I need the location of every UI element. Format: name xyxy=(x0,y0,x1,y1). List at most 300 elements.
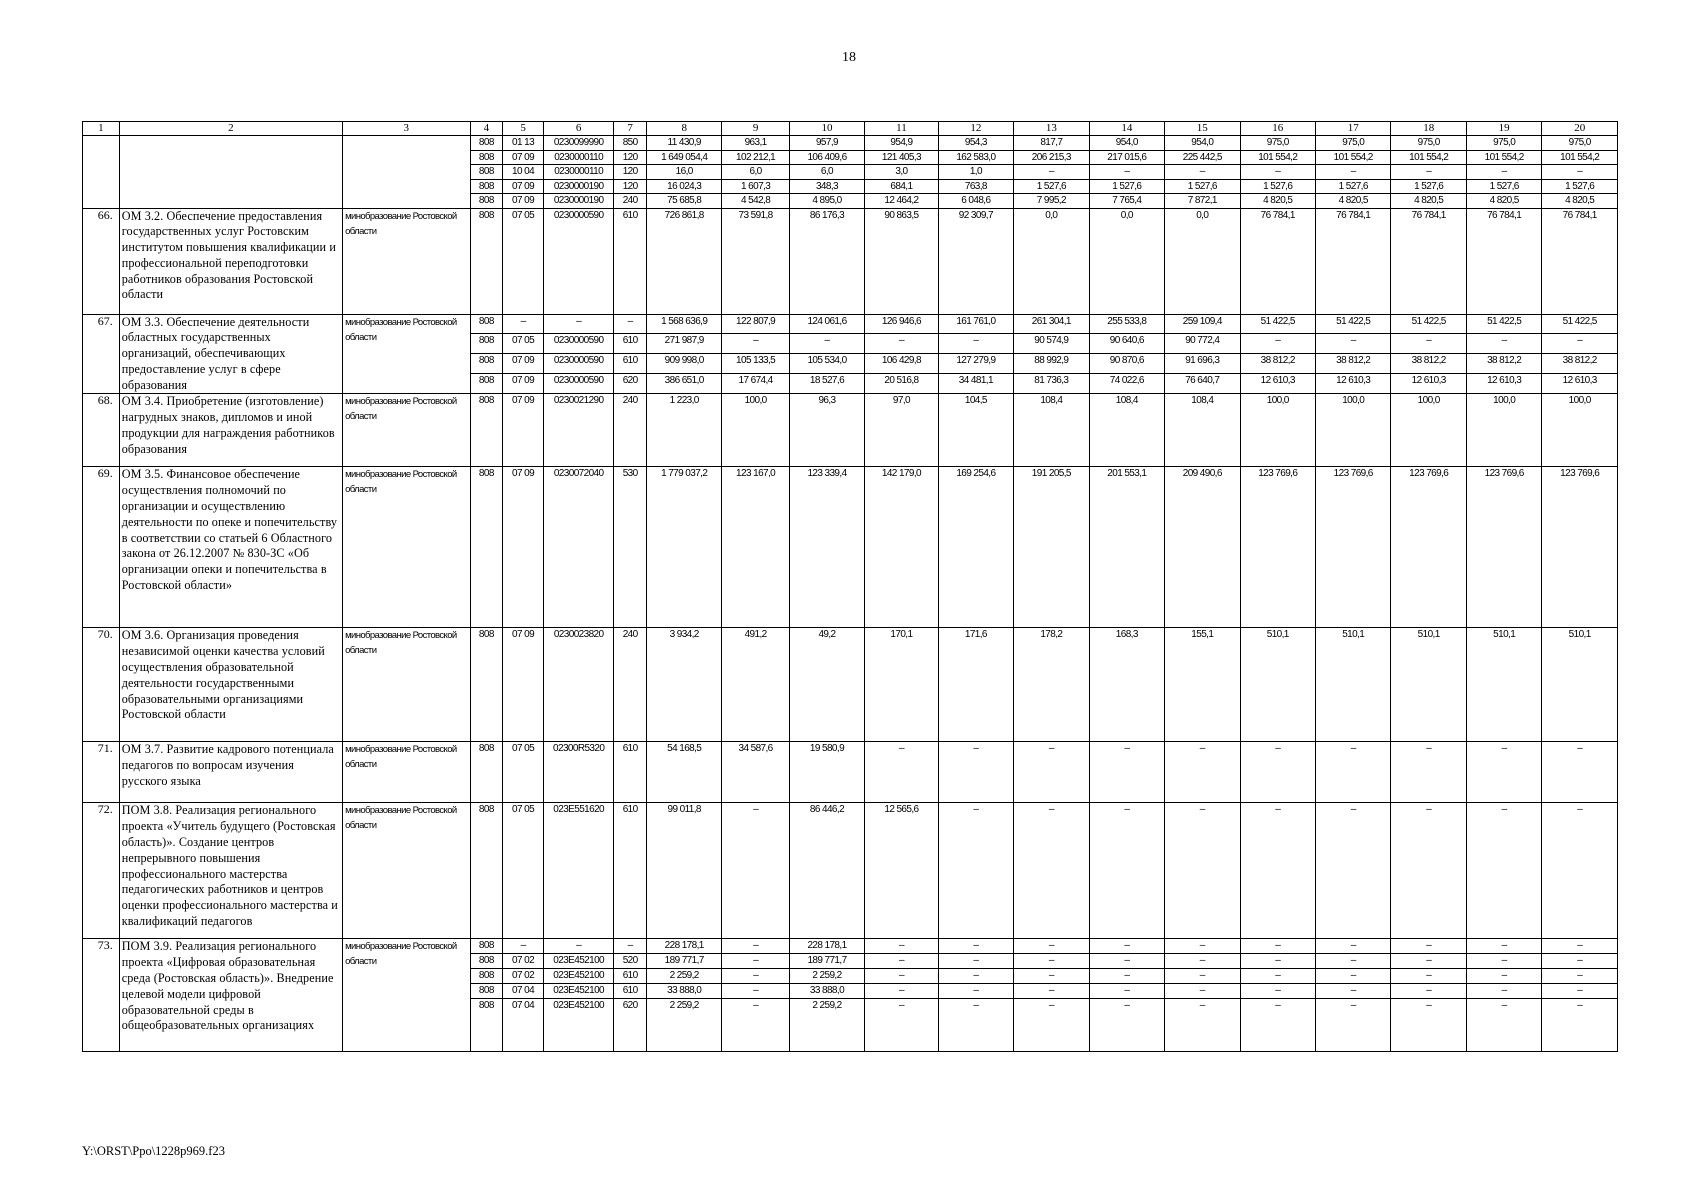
column-header: 17 xyxy=(1315,122,1390,136)
table-cell: – xyxy=(503,939,544,954)
table-cell: 1 527,6 xyxy=(1240,179,1315,194)
table-cell: 07 05 xyxy=(503,208,544,314)
table-cell: – xyxy=(1014,984,1089,999)
table-cell: 240 xyxy=(614,628,647,742)
table-cell: 123 769,6 xyxy=(1542,467,1618,628)
row-index: 66. xyxy=(83,208,120,314)
table-cell: – xyxy=(1089,999,1164,1052)
table-cell: 105 133,5 xyxy=(722,354,789,374)
table-cell: 3,0 xyxy=(865,165,938,180)
table-cell: 1 527,6 xyxy=(1014,179,1089,194)
table-cell: – xyxy=(789,334,864,354)
table-cell: 954,0 xyxy=(1089,136,1164,151)
table-cell: 07 05 xyxy=(503,803,544,939)
table-cell: 124 061,6 xyxy=(789,314,864,334)
table-cell: 171,6 xyxy=(938,628,1013,742)
table-cell: – xyxy=(722,969,789,984)
table-cell: 0230023820 xyxy=(543,628,613,742)
table-cell: 1 568 636,9 xyxy=(646,314,721,334)
budget-table-container xyxy=(82,121,1618,1052)
table-cell: 191 205,5 xyxy=(1014,467,1089,628)
table-cell: 76 784,1 xyxy=(1240,208,1315,314)
table-cell: 90 772,4 xyxy=(1165,334,1240,354)
table-cell: 386 651,0 xyxy=(646,374,721,394)
table-cell: – xyxy=(1466,334,1541,354)
table-cell: 18 527,6 xyxy=(789,374,864,394)
table-cell: – xyxy=(1466,803,1541,939)
table-cell: 0230000190 xyxy=(543,179,613,194)
table-cell: – xyxy=(865,954,938,969)
table-cell: – xyxy=(938,969,1013,984)
table-cell: 86 446,2 xyxy=(789,803,864,939)
table-cell: – xyxy=(722,334,789,354)
table-cell: 07 09 xyxy=(503,194,544,209)
table-cell: – xyxy=(1014,969,1089,984)
table-cell: 0230000110 xyxy=(543,165,613,180)
table-cell: – xyxy=(1240,969,1315,984)
column-header: 3 xyxy=(343,122,470,136)
table-cell: 12 610,3 xyxy=(1391,374,1466,394)
table-cell: 12 610,3 xyxy=(1542,374,1618,394)
table-cell: 808 xyxy=(470,803,503,939)
row-index: 67. xyxy=(83,314,120,394)
table-cell: 2 259,2 xyxy=(646,999,721,1052)
table-cell: 975,0 xyxy=(1315,136,1390,151)
table-cell: 155,1 xyxy=(1165,628,1240,742)
table-cell: – xyxy=(938,742,1013,803)
table-cell: 120 xyxy=(614,150,647,165)
table-cell: – xyxy=(938,939,1013,954)
table-cell: 0230000590 xyxy=(543,374,613,394)
table-cell: 127 279,9 xyxy=(938,354,1013,374)
table-cell: – xyxy=(1240,939,1315,954)
table-cell: 51 422,5 xyxy=(1315,314,1390,334)
table-cell: 90 870,6 xyxy=(1089,354,1164,374)
table-cell: – xyxy=(1466,984,1541,999)
table-cell: 1 779 037,2 xyxy=(646,467,721,628)
table-cell: 07 02 xyxy=(503,954,544,969)
table-cell: 610 xyxy=(614,742,647,803)
table-cell: – xyxy=(1315,969,1390,984)
table-cell: – xyxy=(1014,742,1089,803)
table-cell: 023Е452100 xyxy=(543,999,613,1052)
table-cell: – xyxy=(865,984,938,999)
table-cell: 023Е551620 xyxy=(543,803,613,939)
table-cell: 101 554,2 xyxy=(1240,150,1315,165)
table-cell: 54 168,5 xyxy=(646,742,721,803)
table-cell: 07 05 xyxy=(503,742,544,803)
table-cell: 1 527,6 xyxy=(1089,179,1164,194)
table-cell: 206 215,3 xyxy=(1014,150,1089,165)
column-header: 13 xyxy=(1014,122,1089,136)
column-header: 16 xyxy=(1240,122,1315,136)
table-cell: 3 934,2 xyxy=(646,628,721,742)
table-cell: 975,0 xyxy=(1466,136,1541,151)
table-row xyxy=(83,136,1618,151)
table-cell: 73 591,8 xyxy=(722,208,789,314)
table-cell: – xyxy=(938,334,1013,354)
table-cell: 520 xyxy=(614,954,647,969)
table-cell: 121 405,3 xyxy=(865,150,938,165)
table-cell: 259 109,4 xyxy=(1165,314,1240,334)
table-cell: – xyxy=(1089,984,1164,999)
table-cell: 975,0 xyxy=(1542,136,1618,151)
table-cell: 0230000590 xyxy=(543,354,613,374)
table-cell: 957,9 xyxy=(789,136,864,151)
table-cell: – xyxy=(1466,165,1541,180)
table-cell: 12 565,6 xyxy=(865,803,938,939)
table-cell: 96,3 xyxy=(789,394,864,467)
table-cell: 2 259,2 xyxy=(789,969,864,984)
table-cell: 16,0 xyxy=(646,165,721,180)
table-cell: – xyxy=(1089,742,1164,803)
table-cell: 33 888,0 xyxy=(789,984,864,999)
table-cell: 12 610,3 xyxy=(1315,374,1390,394)
table-cell: 123 167,0 xyxy=(722,467,789,628)
table-cell: – xyxy=(1240,803,1315,939)
table-cell: 1 527,6 xyxy=(1391,179,1466,194)
executor-name: минобразование Ростовской области xyxy=(343,467,470,628)
row-index: 71. xyxy=(83,742,120,803)
table-cell: 610 xyxy=(614,984,647,999)
table-cell: – xyxy=(1014,803,1089,939)
table-cell: 07 04 xyxy=(503,984,544,999)
table-cell: 100,0 xyxy=(1542,394,1618,467)
table-row xyxy=(83,314,1618,334)
table-cell: 11 430,9 xyxy=(646,136,721,151)
table-cell: 161 761,0 xyxy=(938,314,1013,334)
table-cell: – xyxy=(1466,954,1541,969)
row-index: 73. xyxy=(83,939,120,1052)
table-cell: 909 998,0 xyxy=(646,354,721,374)
table-cell: 0230000190 xyxy=(543,194,613,209)
table-cell: 610 xyxy=(614,208,647,314)
table-cell: 76 640,7 xyxy=(1165,374,1240,394)
table-cell: 954,0 xyxy=(1165,136,1240,151)
table-cell: 201 553,1 xyxy=(1089,467,1164,628)
table-cell: 33 888,0 xyxy=(646,984,721,999)
table-cell: 808 xyxy=(470,136,503,151)
table-cell: – xyxy=(614,939,647,954)
table-cell: 0230000590 xyxy=(543,334,613,354)
table-cell: – xyxy=(865,999,938,1052)
table-cell: 51 422,5 xyxy=(1542,314,1618,334)
column-header: 10 xyxy=(789,122,864,136)
table-cell: – xyxy=(1391,969,1466,984)
table-cell: 169 254,6 xyxy=(938,467,1013,628)
table-cell: – xyxy=(1089,165,1164,180)
table-cell: 102 212,1 xyxy=(722,150,789,165)
measure-name: ОМ 3.6. Организация проведения независимой оценки качества условий осуществления образовательной деятельности государственными образовательными организациями Ростовской области xyxy=(119,628,342,742)
table-cell: – xyxy=(1466,742,1541,803)
table-cell: 07 02 xyxy=(503,969,544,984)
table-cell: – xyxy=(1240,999,1315,1052)
table-cell: 168,3 xyxy=(1089,628,1164,742)
table-cell: 0,0 xyxy=(1165,208,1240,314)
table-cell: – xyxy=(1014,954,1089,969)
table-cell: – xyxy=(938,984,1013,999)
table-cell: 209 490,6 xyxy=(1165,467,1240,628)
table-cell: 240 xyxy=(614,194,647,209)
executor-name: минобразование Ростовской области xyxy=(343,394,470,467)
table-cell: 07 09 xyxy=(503,150,544,165)
table-cell: 808 xyxy=(470,628,503,742)
table-cell: 225 442,5 xyxy=(1165,150,1240,165)
table-cell: 530 xyxy=(614,467,647,628)
table-cell: – xyxy=(938,954,1013,969)
table-cell: – xyxy=(1315,803,1390,939)
table-cell: 808 xyxy=(470,208,503,314)
table-cell: 7 995,2 xyxy=(1014,194,1089,209)
table-cell: 38 812,2 xyxy=(1391,354,1466,374)
table-cell: 808 xyxy=(470,314,503,334)
table-cell: 106 429,8 xyxy=(865,354,938,374)
table-cell: 123 339,4 xyxy=(789,467,864,628)
table-row xyxy=(83,208,1618,314)
table-cell: – xyxy=(938,803,1013,939)
table-cell: 0,0 xyxy=(1014,208,1089,314)
table-cell: 99 011,8 xyxy=(646,803,721,939)
table-cell: 808 xyxy=(470,999,503,1052)
table-cell: 101 554,2 xyxy=(1391,150,1466,165)
table-cell: 808 xyxy=(470,334,503,354)
table-cell: 684,1 xyxy=(865,179,938,194)
table-cell: 6 048,6 xyxy=(938,194,1013,209)
table-cell: 491,2 xyxy=(722,628,789,742)
table-cell: – xyxy=(1240,984,1315,999)
measure-name xyxy=(119,136,342,209)
table-cell: 510,1 xyxy=(1391,628,1466,742)
table-cell: 808 xyxy=(470,374,503,394)
table-cell: 189 771,7 xyxy=(646,954,721,969)
table-cell: 7 765,4 xyxy=(1089,194,1164,209)
table-cell: 178,2 xyxy=(1014,628,1089,742)
executor-name: минобразование Ростовской области xyxy=(343,628,470,742)
table-cell: 123 769,6 xyxy=(1391,467,1466,628)
table-cell: 123 769,6 xyxy=(1240,467,1315,628)
table-cell: 023Е452100 xyxy=(543,969,613,984)
column-header: 2 xyxy=(119,122,342,136)
table-cell: 122 807,9 xyxy=(722,314,789,334)
table-cell: 38 812,2 xyxy=(1315,354,1390,374)
row-index xyxy=(83,136,120,209)
table-cell: 228 178,1 xyxy=(646,939,721,954)
table-cell: 108,4 xyxy=(1165,394,1240,467)
table-row xyxy=(83,742,1618,803)
table-cell: 1 527,6 xyxy=(1315,179,1390,194)
table-cell: 104,5 xyxy=(938,394,1013,467)
table-cell: 101 554,2 xyxy=(1315,150,1390,165)
table-cell: – xyxy=(722,999,789,1052)
table-cell: – xyxy=(1466,939,1541,954)
table-cell: – xyxy=(1315,999,1390,1052)
table-cell: 808 xyxy=(470,394,503,467)
table-cell: 74 022,6 xyxy=(1089,374,1164,394)
measure-name: ОМ 3.5. Финансовое обеспечение осуществления полномочий по организации и осуществлению деятельности по опеке и попечительству в соответствии со статьей 6 Областного закона от 26.12.2007 № 830-ЗС «Об организации опеки и попечительства в Ростовской области» xyxy=(119,467,342,628)
executor-name: минобразование Ростовской области xyxy=(343,803,470,939)
measure-name: ОМ 3.7. Развитие кадрового потенциала педагогов по вопросам изучения русского языка xyxy=(119,742,342,803)
table-cell: 76 784,1 xyxy=(1542,208,1618,314)
table-cell: 07 09 xyxy=(503,354,544,374)
table-cell: 348,3 xyxy=(789,179,864,194)
column-header: 5 xyxy=(503,122,544,136)
table-cell: 808 xyxy=(470,194,503,209)
table-row xyxy=(83,939,1618,954)
table-cell: – xyxy=(1240,165,1315,180)
table-cell: – xyxy=(1014,939,1089,954)
table-cell: 189 771,7 xyxy=(789,954,864,969)
table-cell: 2 259,2 xyxy=(789,999,864,1052)
table-cell: – xyxy=(1391,954,1466,969)
table-cell: 100,0 xyxy=(1466,394,1541,467)
table-cell: – xyxy=(614,314,647,334)
table-cell: 101 554,2 xyxy=(1466,150,1541,165)
table-cell: – xyxy=(938,999,1013,1052)
measure-name: ПОМ 3.8. Реализация регионального проекта «Учитель будущего (Ростовская область)». Создание центров непрерывного повышения профессионального мастерства педагогических работников и центров оценки профессионального мастерства и квалификаций педагогов xyxy=(119,803,342,939)
table-cell: 4 895,0 xyxy=(789,194,864,209)
table-cell: 01 13 xyxy=(503,136,544,151)
table-cell: 610 xyxy=(614,334,647,354)
table-cell: 620 xyxy=(614,374,647,394)
column-header: 4 xyxy=(470,122,503,136)
table-cell: 023Е452100 xyxy=(543,984,613,999)
table-cell: – xyxy=(865,969,938,984)
table-cell: – xyxy=(1542,969,1618,984)
table-cell: – xyxy=(1014,165,1089,180)
table-cell: 808 xyxy=(470,939,503,954)
table-cell: – xyxy=(1542,984,1618,999)
table-cell: 90 574,9 xyxy=(1014,334,1089,354)
table-cell: 975,0 xyxy=(1391,136,1466,151)
table-cell: – xyxy=(1240,742,1315,803)
column-header: 18 xyxy=(1391,122,1466,136)
table-cell: 126 946,6 xyxy=(865,314,938,334)
table-cell: 271 987,9 xyxy=(646,334,721,354)
table-cell: 81 736,3 xyxy=(1014,374,1089,394)
table-cell: 88 992,9 xyxy=(1014,354,1089,374)
table-cell: – xyxy=(722,954,789,969)
table-cell: 0230000590 xyxy=(543,208,613,314)
table-cell: 51 422,5 xyxy=(1391,314,1466,334)
table-cell: 51 422,5 xyxy=(1466,314,1541,334)
table-cell: – xyxy=(1542,803,1618,939)
table-cell: 808 xyxy=(470,954,503,969)
table-cell: 610 xyxy=(614,354,647,374)
table-cell: – xyxy=(1165,803,1240,939)
table-cell: 07 05 xyxy=(503,334,544,354)
table-cell: 963,1 xyxy=(722,136,789,151)
table-cell: – xyxy=(1165,165,1240,180)
table-cell: 4 820,5 xyxy=(1391,194,1466,209)
column-header: 9 xyxy=(722,122,789,136)
row-index: 72. xyxy=(83,803,120,939)
table-cell: 1,0 xyxy=(938,165,1013,180)
table-cell: 20 516,8 xyxy=(865,374,938,394)
column-header: 19 xyxy=(1466,122,1541,136)
row-index: 70. xyxy=(83,628,120,742)
table-cell: 240 xyxy=(614,394,647,467)
table-cell: 142 179,0 xyxy=(865,467,938,628)
table-cell: 76 784,1 xyxy=(1391,208,1466,314)
table-cell: 763,8 xyxy=(938,179,1013,194)
table-cell: – xyxy=(722,803,789,939)
table-cell: 97,0 xyxy=(865,394,938,467)
column-header: 11 xyxy=(865,122,938,136)
table-cell: 92 309,7 xyxy=(938,208,1013,314)
table-cell: 726 861,8 xyxy=(646,208,721,314)
table-cell: 07 09 xyxy=(503,628,544,742)
table-cell: 02300R5320 xyxy=(543,742,613,803)
table-cell: 07 09 xyxy=(503,374,544,394)
table-cell: 620 xyxy=(614,999,647,1052)
table-cell: – xyxy=(1542,334,1618,354)
table-cell: – xyxy=(1391,999,1466,1052)
table-cell: 4 542,8 xyxy=(722,194,789,209)
table-cell: 17 674,4 xyxy=(722,374,789,394)
table-cell: – xyxy=(503,314,544,334)
table-cell: – xyxy=(1089,939,1164,954)
table-cell: 808 xyxy=(470,969,503,984)
table-cell: – xyxy=(865,742,938,803)
table-cell: 1 527,6 xyxy=(1542,179,1618,194)
table-cell: 120 xyxy=(614,165,647,180)
table-cell: 7 872,1 xyxy=(1165,194,1240,209)
table-cell: 6,0 xyxy=(722,165,789,180)
table-cell: – xyxy=(1315,984,1390,999)
table-cell: 4 820,5 xyxy=(1542,194,1618,209)
table-row xyxy=(83,628,1618,742)
table-cell: 100,0 xyxy=(1240,394,1315,467)
table-cell: 16 024,3 xyxy=(646,179,721,194)
table-row xyxy=(83,394,1618,467)
table-cell: 808 xyxy=(470,467,503,628)
table-cell: – xyxy=(1165,984,1240,999)
table-cell: 808 xyxy=(470,165,503,180)
table-cell: – xyxy=(1315,334,1390,354)
table-cell: 90 640,6 xyxy=(1089,334,1164,354)
table-cell: 34 587,6 xyxy=(722,742,789,803)
table-cell: – xyxy=(1391,165,1466,180)
table-cell: – xyxy=(1014,999,1089,1052)
table-cell: – xyxy=(865,334,938,354)
table-cell: – xyxy=(543,939,613,954)
column-header: 14 xyxy=(1089,122,1164,136)
table-cell: 108,4 xyxy=(1089,394,1164,467)
table-cell: – xyxy=(1391,939,1466,954)
table-cell: 6,0 xyxy=(789,165,864,180)
table-cell: – xyxy=(1089,803,1164,939)
table-cell: – xyxy=(1165,969,1240,984)
row-index: 68. xyxy=(83,394,120,467)
table-cell: 808 xyxy=(470,742,503,803)
table-cell: 10 04 xyxy=(503,165,544,180)
table-cell: 07 09 xyxy=(503,394,544,467)
table-cell: – xyxy=(1165,999,1240,1052)
table-cell: – xyxy=(1542,742,1618,803)
page-number: 18 xyxy=(842,50,856,65)
table-cell: – xyxy=(722,939,789,954)
table-cell: 120 xyxy=(614,179,647,194)
table-cell: – xyxy=(1240,954,1315,969)
table-cell: – xyxy=(1240,334,1315,354)
table-cell: 4 820,5 xyxy=(1315,194,1390,209)
table-cell: 1 649 054,4 xyxy=(646,150,721,165)
table-cell: 0,0 xyxy=(1089,208,1164,314)
table-cell: – xyxy=(1542,165,1618,180)
table-cell: 75 685,8 xyxy=(646,194,721,209)
table-cell: 808 xyxy=(470,354,503,374)
table-cell: 954,9 xyxy=(865,136,938,151)
